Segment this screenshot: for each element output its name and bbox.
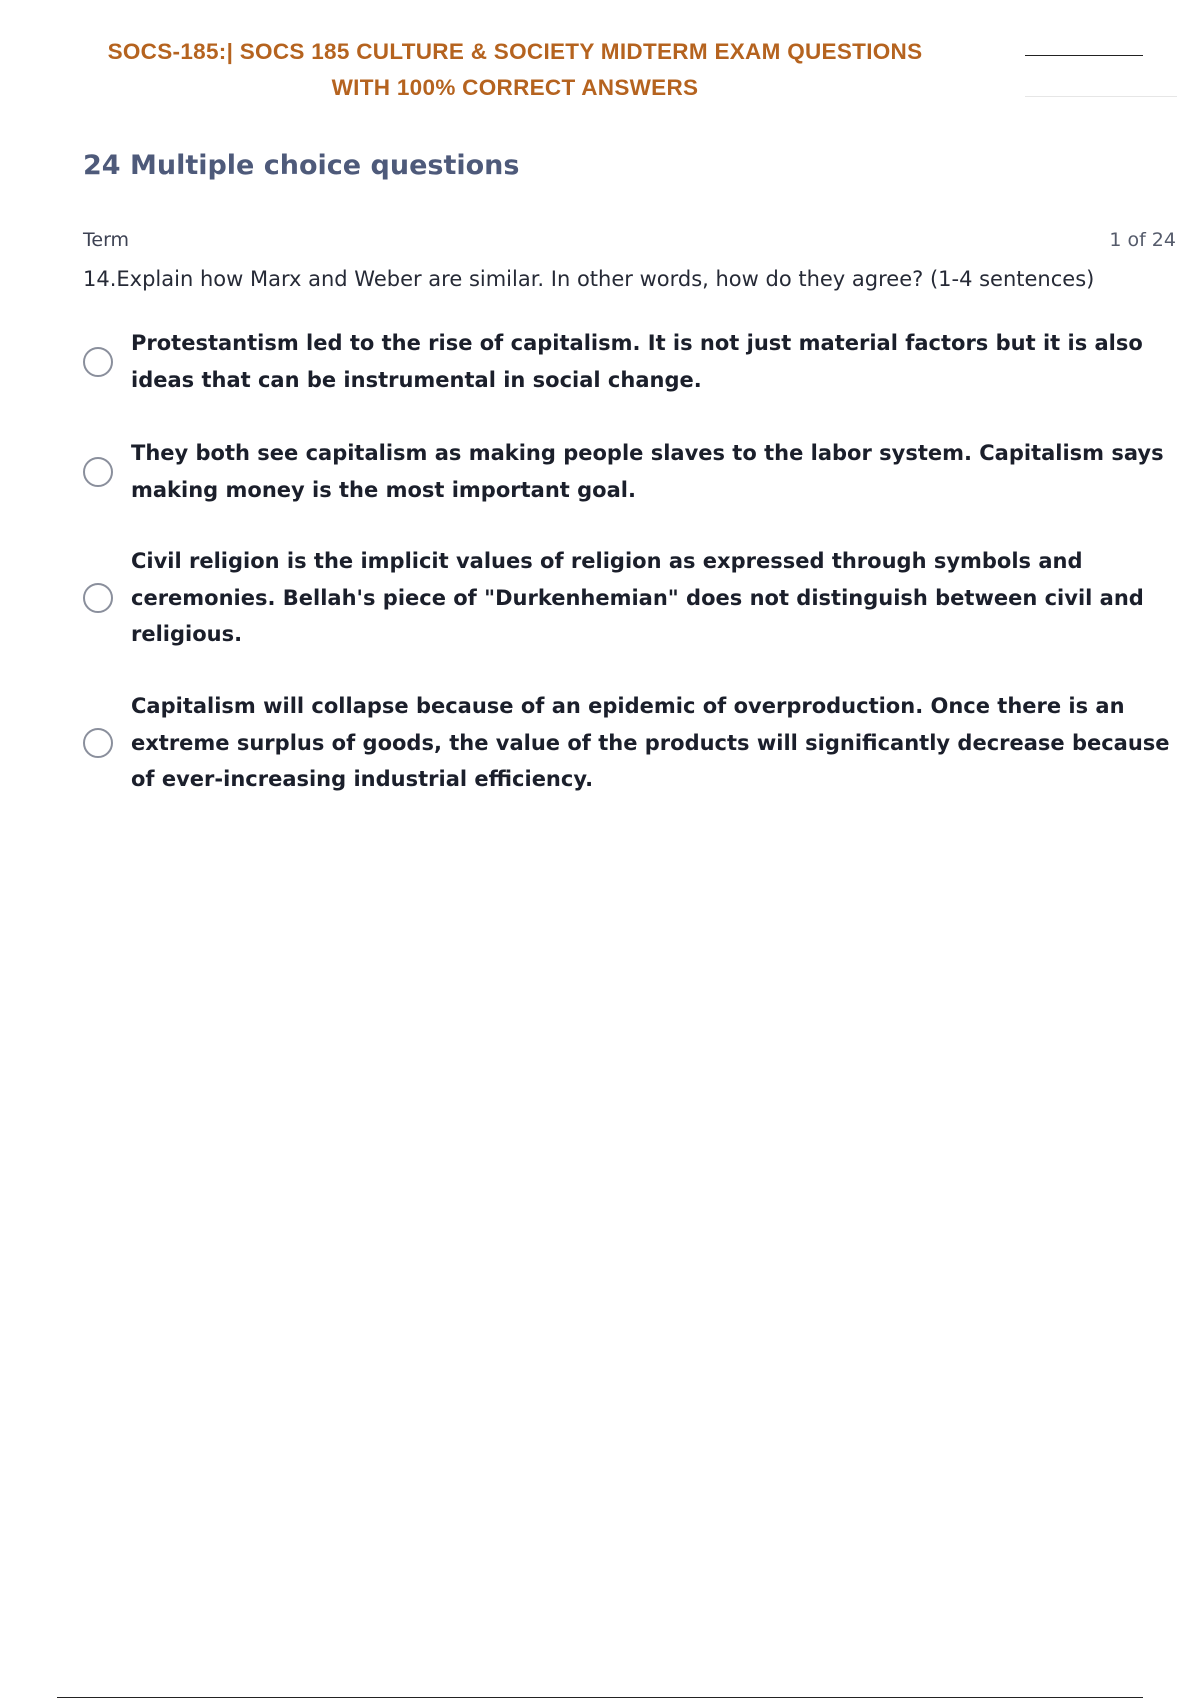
document-title-line-2: WITH 100% CORRECT ANSWERS [331, 75, 699, 100]
answer-option-text: Civil religion is the implicit values of religion as expressed through symbols and ceremonies. Bellah's piece of "Durkenhemian" does not distinguish between civil and religious. [131, 549, 1144, 646]
footer-rule [57, 1697, 1143, 1698]
answer-option-text: They both see capitalism as making people slaves to the labor system. Capitalism says making money is the most important goal. [131, 441, 1164, 502]
radio-button[interactable] [83, 347, 113, 377]
answer-option[interactable] [83, 435, 1171, 508]
radio-button[interactable] [83, 457, 113, 487]
set-heading: 24 Multiple choice questions [83, 150, 520, 181]
radio-button[interactable] [83, 583, 113, 613]
question-prompt: 14.Explain how Marx and Weber are similar. In other words, how do they agree? (1-4 sentences) [83, 267, 1095, 291]
term-label: Term [83, 229, 130, 251]
radio-button[interactable] [83, 728, 113, 758]
question-counter: 1 of 24 [1109, 229, 1176, 251]
answer-option[interactable] [83, 688, 1171, 798]
header-rule [1025, 55, 1143, 56]
answer-option[interactable] [83, 325, 1171, 398]
document-header [0, 34, 1030, 106]
document-title-line-1: SOCS-185:| SOCS 185 CULTURE & SOCIETY MIDTERM EXAM QUESTIONS [107, 39, 923, 64]
header-rule-faint [1025, 96, 1177, 97]
answer-option-text: Capitalism will collapse because of an epidemic of overproduction. Once there is an extreme surplus of goods, the value of the products will significantly decrease because of ever-increasing industrial efficiency. [131, 694, 1170, 791]
answer-option[interactable] [83, 543, 1171, 653]
answer-option-text: Protestantism led to the rise of capitalism. It is not just material factors but it is also ideas that can be instrumental in social change. [131, 331, 1143, 392]
